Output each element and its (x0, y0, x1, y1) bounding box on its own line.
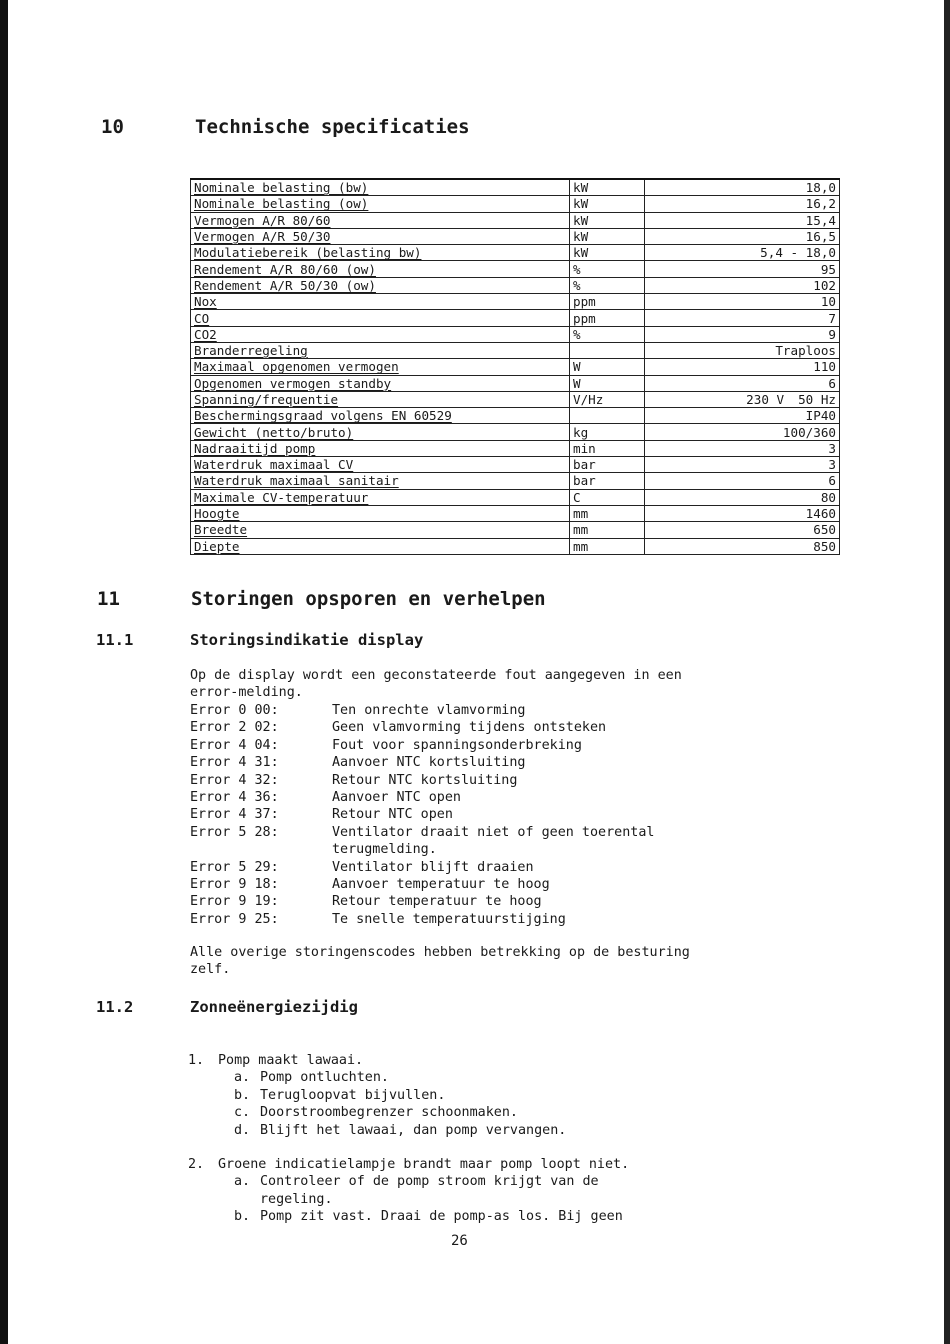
spec-value: IP40 (645, 408, 840, 424)
display-intro: Op de display wordt een geconstateerde fout aangegeven in een error-melding. (190, 668, 682, 701)
error-description: Geen vlamvorming tijdens ontsteken (332, 720, 607, 736)
solar-substep-letter: b. (234, 1209, 251, 1225)
spec-unit: W (570, 359, 645, 375)
error-code: Error 9 18: (190, 877, 279, 893)
spec-value: 3 (645, 440, 840, 456)
error-code: Error 5 28: (190, 824, 279, 840)
display-outro: Alle overige storingenscodes hebben betrekking op de besturing zelf. (190, 945, 690, 978)
error-code: Error 5 29: (190, 859, 279, 875)
spec-label: Nominale belasting (bw) (191, 179, 570, 196)
solar-substep (188, 1069, 740, 1086)
spec-label: Branderregeling (191, 342, 570, 358)
spec-value: 95 (645, 261, 840, 277)
solar-substep-text: Blijft het lawaai, dan pomp vervangen. (260, 1122, 567, 1138)
error-code: Error 4 36: (190, 790, 279, 806)
spec-value (645, 391, 840, 407)
spec-table (190, 178, 840, 555)
spec-unit: % (570, 277, 645, 293)
solar-step (188, 1156, 740, 1226)
error-description: Aanvoer NTC kortsluiting (332, 755, 526, 771)
spec-value: 10 (645, 294, 840, 310)
spec-unit: kW (570, 228, 645, 244)
spec-value: 850 (645, 538, 840, 554)
error-code: Error 4 31: (190, 755, 279, 771)
spec-label: Breedte (191, 522, 570, 538)
error-code: Error 4 32: (190, 772, 279, 788)
spec-row (191, 375, 840, 391)
error-row (190, 737, 792, 754)
section-10-number: 10 (101, 116, 124, 138)
spec-row (191, 212, 840, 228)
spec-label: Vermogen A/R 50/30 (191, 228, 570, 244)
error-row (190, 859, 792, 876)
error-description: Retour temperatuur te hoog (332, 894, 542, 910)
spec-row (191, 391, 840, 407)
scan-edge-right (944, 0, 950, 1344)
solar-substep-text: Pomp zit vast. Draai de pomp-as los. Bij geen (260, 1209, 623, 1225)
spec-label: Nadraaitijd pomp (191, 440, 570, 456)
solar-substep (188, 1122, 740, 1139)
error-row (190, 754, 792, 771)
section-11-2-number: 11.2 (96, 998, 134, 1016)
spec-value: 6 (645, 473, 840, 489)
spec-unit: bar (570, 473, 645, 489)
spec-unit: mm (570, 538, 645, 554)
spec-value-voltage: 230 V (746, 392, 785, 407)
spec-row (191, 408, 840, 424)
spec-value-frequency: 50 Hz (798, 392, 836, 407)
section-11-number: 11 (97, 588, 120, 610)
error-description: Ventilator draait niet of geen toerental terugmelding. (332, 824, 655, 858)
spec-row (191, 522, 840, 538)
spec-unit: ppm (570, 310, 645, 326)
spec-row (191, 489, 840, 505)
spec-value: 16,2 (645, 196, 840, 212)
spec-unit: bar (570, 457, 645, 473)
solar-substep-letter: b. (234, 1087, 251, 1103)
spec-unit: min (570, 440, 645, 456)
solar-step-heading (188, 1156, 740, 1173)
solar-step-text: Pomp maakt lawaai. (218, 1053, 364, 1068)
section-11-2-title: Zonneënergiezijdig (190, 998, 358, 1016)
spec-unit: % (570, 261, 645, 277)
error-row (190, 772, 792, 789)
section-11-title: Storingen opsporen en verhelpen (191, 588, 546, 610)
spec-row (191, 196, 840, 212)
error-list (190, 702, 792, 928)
error-row (190, 702, 792, 719)
spec-label: Hoogte (191, 505, 570, 521)
spec-value: 650 (645, 522, 840, 538)
spec-row (191, 440, 840, 456)
solar-substep (188, 1208, 740, 1225)
page-number: 26 (451, 1233, 468, 1249)
spec-value: 15,4 (645, 212, 840, 228)
error-code: Error 4 04: (190, 737, 279, 753)
solar-substep-letter: a. (234, 1070, 251, 1086)
spec-row (191, 342, 840, 358)
spec-label: CO (191, 310, 570, 326)
spec-unit: kW (570, 179, 645, 196)
solar-substep-letter: c. (234, 1105, 251, 1121)
solar-step (188, 1052, 740, 1139)
error-row (190, 911, 792, 928)
spec-row (191, 457, 840, 473)
solar-substep-text: Controleer of de pomp stroom krijgt van de regeling. (260, 1174, 599, 1207)
spec-value: 102 (645, 277, 840, 293)
spec-label: Nox (191, 294, 570, 310)
spec-label: Spanning/frequentie (191, 391, 570, 407)
spec-row (191, 326, 840, 342)
section-11-1-number: 11.1 (96, 631, 134, 649)
error-description: Ten onrechte vlamvorming (332, 703, 526, 718)
solar-step-heading (188, 1052, 740, 1069)
spec-label: Nominale belasting (ow) (191, 196, 570, 212)
spec-label: Diepte (191, 538, 570, 554)
error-description: Aanvoer NTC open (332, 790, 461, 806)
solar-substep (188, 1104, 740, 1121)
error-description: Te snelle temperatuurstijging (332, 911, 566, 927)
error-row (190, 824, 792, 859)
spec-value: 6 (645, 375, 840, 391)
spec-row (191, 294, 840, 310)
solar-substep-letter: d. (234, 1122, 251, 1138)
spec-label: Gewicht (netto/bruto) (191, 424, 570, 440)
spec-table-body (191, 179, 840, 554)
spec-row (191, 473, 840, 489)
error-row (190, 893, 792, 910)
spec-unit (570, 342, 645, 358)
spec-value: 100/360 (645, 424, 840, 440)
spec-label: Beschermingsgraad volgens EN 60529 (191, 408, 570, 424)
error-code: Error 9 19: (190, 894, 279, 910)
spec-label: Waterdruk maximaal CV (191, 457, 570, 473)
error-description: Retour NTC open (332, 807, 453, 823)
spec-unit (570, 408, 645, 424)
spec-unit: ppm (570, 294, 645, 310)
spec-unit: % (570, 326, 645, 342)
solar-step-number: 1. (188, 1053, 205, 1068)
spec-row (191, 538, 840, 554)
spec-value: 110 (645, 359, 840, 375)
spec-unit: kW (570, 212, 645, 228)
spec-label: Rendement A/R 80/60 (ow) (191, 261, 570, 277)
spec-row (191, 228, 840, 244)
spec-unit: W (570, 375, 645, 391)
spec-unit: kW (570, 196, 645, 212)
spec-value: 9 (645, 326, 840, 342)
spec-unit: kg (570, 424, 645, 440)
scan-edge-left (0, 0, 8, 1344)
solar-substep-text: Pomp ontluchten. (260, 1070, 389, 1086)
spec-value: 16,5 (645, 228, 840, 244)
solar-step-number: 2. (188, 1157, 205, 1173)
spec-value: Traploos (645, 342, 840, 358)
error-code: Error 2 02: (190, 720, 279, 736)
spec-value: 5,4 - 18,0 (645, 245, 840, 261)
spec-unit: kW (570, 245, 645, 261)
spec-label: Modulatiebereik (belasting bw) (191, 245, 570, 261)
spec-value: 3 (645, 457, 840, 473)
error-description: Retour NTC kortsluiting (332, 772, 518, 788)
spec-label: Rendement A/R 50/30 (ow) (191, 277, 570, 293)
error-description: Aanvoer temperatuur te hoog (332, 877, 550, 893)
solar-substep-text: Terugloopvat bijvullen. (260, 1087, 446, 1103)
solar-substep (188, 1173, 740, 1208)
spec-value: 18,0 (645, 179, 840, 196)
spec-row (191, 359, 840, 375)
error-code: Error 0 00: (190, 703, 279, 718)
spec-label: Waterdruk maximaal sanitair (191, 473, 570, 489)
spec-row (191, 179, 840, 196)
error-description: Fout voor spanningsonderbreking (332, 737, 582, 753)
spec-row (191, 261, 840, 277)
spec-value: 7 (645, 310, 840, 326)
spec-row (191, 277, 840, 293)
spec-label: Maximale CV-temperatuur (191, 489, 570, 505)
spec-row (191, 424, 840, 440)
solar-steps (188, 1052, 740, 1226)
solar-substep-text: Doorstroombegrenzer schoonmaken. (260, 1105, 518, 1121)
spec-row (191, 310, 840, 326)
spec-unit: mm (570, 505, 645, 521)
spec-value: 80 (645, 489, 840, 505)
spec-unit: C (570, 489, 645, 505)
error-description: Ventilator blijft draaien (332, 859, 534, 875)
spec-row (191, 505, 840, 521)
spec-row (191, 245, 840, 261)
error-code: Error 4 37: (190, 807, 279, 823)
spec-label: Vermogen A/R 80/60 (191, 212, 570, 228)
solar-step-text: Groene indicatielampje brandt maar pomp loopt niet. (218, 1157, 630, 1173)
solar-substep-letter: a. (234, 1174, 251, 1190)
spec-label: Maximaal opgenomen vermogen (191, 359, 570, 375)
spec-unit: V/Hz (570, 391, 645, 407)
error-code: Error 9 25: (190, 911, 279, 927)
spec-unit: mm (570, 522, 645, 538)
error-row (190, 719, 792, 736)
section-10-title: Technische specificaties (195, 116, 470, 138)
spec-value: 1460 (645, 505, 840, 521)
solar-substep (188, 1087, 740, 1104)
error-row (190, 876, 792, 893)
section-11-1-title: Storingsindikatie display (190, 631, 424, 649)
error-row (190, 806, 792, 823)
spec-label: Opgenomen vermogen standby (191, 375, 570, 391)
error-row (190, 789, 792, 806)
spec-label: CO2 (191, 326, 570, 342)
